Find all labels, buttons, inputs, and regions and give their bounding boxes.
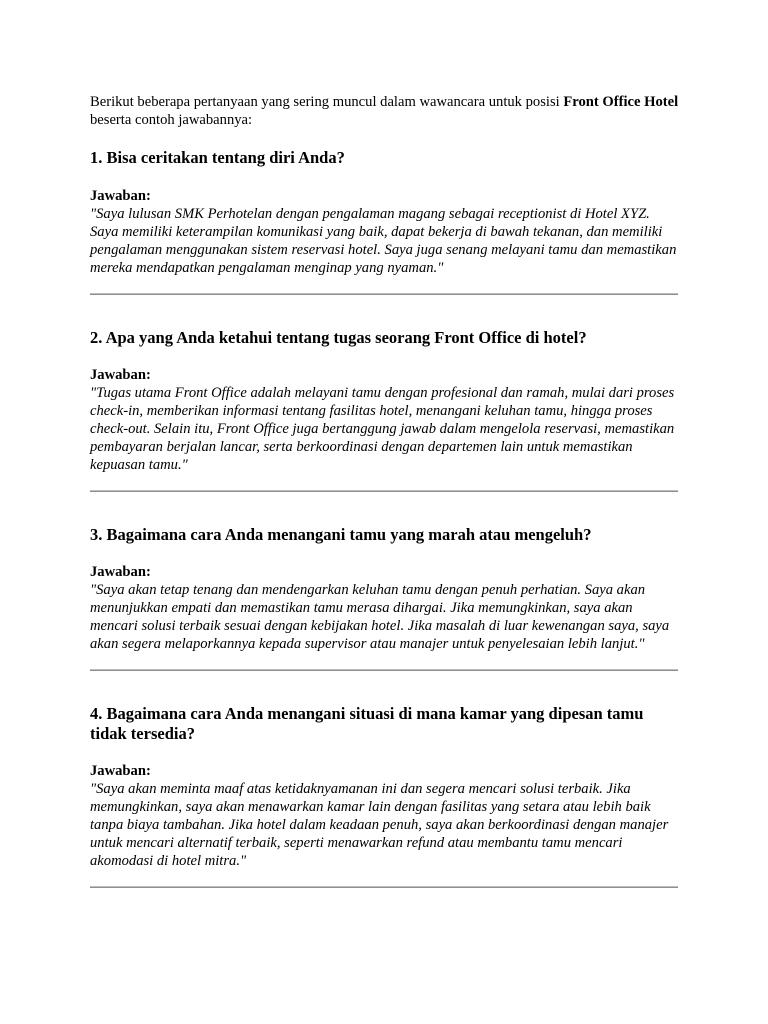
intro-paragraph (90, 93, 680, 129)
answer-text-3: "Saya akan tetap tenang dan mendengarkan keluhan tamu dengan penuh perhatian. Saya akan menunjukkan empati dan memastikan tamu merasa dihargai. Jika memungkinkan, saya akan mencari solusi terbaik sesuai dengan kebijakan hotel. Jika masalah di luar kewenangan saya, saya akan segera melaporkannya kepada supervisor atau manajer untuk penyelesaian lebih lanjut." (90, 582, 670, 652)
answer-text-4: "Saya akan meminta maaf atas ketidaknyamanan ini dan segera mencari solusi terbaik. Jika memungkinkan, saya akan menawarkan kamar lain dengan fasilitas yang setara atau lebih baik tanpa biaya tambahan. Jika hotel dalam keadaan penuh, saya akan berkoordinasi dengan manajer untuk mencari alternatif terbaik, seperti menawarkan refund atau membantu tamu mencari akomodasi di hotel mitra." (90, 781, 669, 869)
intro-text: Berikut beberapa pertanyaan yang sering muncul dalam wawancara untuk posisi (90, 94, 564, 110)
question-heading-4: 4. Bagaimana cara Anda menangani situasi di mana kamar yang dipesan tamu tidak tersedia? (90, 704, 644, 743)
document-page (90, 93, 680, 888)
question-heading-2: 2. Apa yang Anda ketahui tentang tugas seorang Front Office di hotel? (90, 328, 587, 347)
answer-label-3: Jawaban: (90, 564, 151, 580)
section-divider-4 (90, 886, 678, 888)
intro-position-bold: Front Office Hotel (563, 94, 679, 110)
answer-text-1: "Saya lulusan SMK Perhotelan dengan pengalaman magang sebagai receptionist di Hotel XYZ. Saya memiliki keterampilan komunikasi yang baik, dapat bekerja di bawah tekanan, dan memiliki pengalaman menggunakan sistem reservasi hotel. Saya juga senang melayani tamu dan memastikan mereka mendapatkan pengalaman menginap yang nyaman." (90, 206, 677, 276)
section-divider-3 (90, 669, 678, 671)
answer-label-4: Jawaban: (90, 763, 151, 779)
question-heading-1: 1. Bisa ceritakan tentang diri Anda? (90, 148, 345, 167)
section-divider-2 (90, 490, 678, 492)
section-divider-1 (90, 293, 678, 295)
intro-text-end: beserta contoh jawabannya: (90, 112, 253, 128)
answer-label-2: Jawaban: (90, 367, 151, 383)
answer-text-2: "Tugas utama Front Office adalah melayani tamu dengan profesional dan ramah, mulai dari proses check-in, memberikan informasi tentang fasilitas hotel, menangani keluhan tamu, hingga proses check-out. Selain itu, Front Office juga bertanggung jawab dalam mengelola reservasi, memastikan pembayaran berjalan lancar, serta berkoordinasi dengan departemen lain untuk memastikan kepuasan tamu." (90, 385, 675, 473)
answer-label-1: Jawaban: (90, 188, 151, 204)
question-heading-3: 3. Bagaimana cara Anda menangani tamu yang marah atau mengeluh? (90, 525, 592, 544)
